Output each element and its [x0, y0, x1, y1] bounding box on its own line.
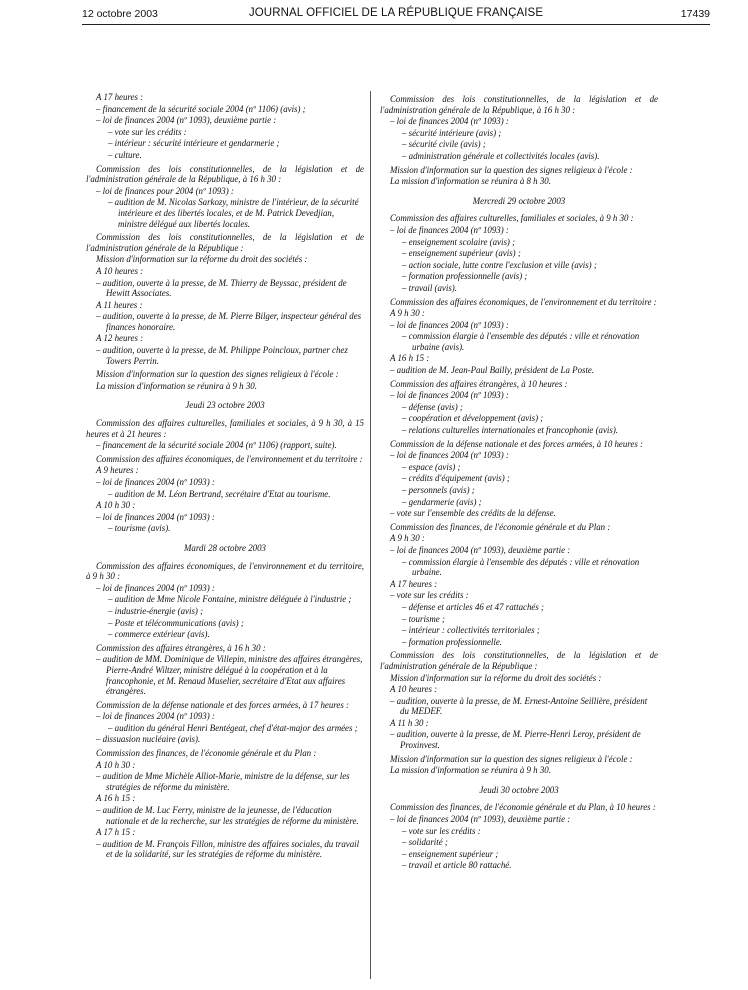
agenda-item: – audition, ouverte à la presse, de M. Pierre Bilger, inspecteur général des finances honoraire.: [96, 311, 362, 332]
schedule-line: Mission d'information sur la réforme du droit des sociétés :: [96, 254, 308, 265]
agenda-subitem: – audition de M. Léon Bertrand, secrétaire d'Etat au tourisme.: [108, 488, 331, 499]
section-heading: Commission des finances, de l'économie générale et du Plan :: [96, 748, 317, 759]
section-heading: Mission d'information sur la question des signes religieux à l'école :: [390, 164, 633, 175]
agenda-subitem: – formation professionnelle (avis) ;: [402, 271, 528, 282]
agenda-subitem: – tourisme ;: [402, 613, 445, 624]
section-heading: Commission des affaires culturelles, familiales et sociales, à 9 h 30, à 15 heures et à 21 heures :: [86, 418, 364, 439]
agenda-item: – audition de M. Luc Ferry, ministre de la jeunesse, de l'éducation nationale et de la recherche, sur les stratégies de réforme du ministère.: [96, 805, 359, 826]
schedule-line: A 17 heures :: [390, 578, 438, 589]
schedule-line: A 10 heures :: [96, 265, 144, 276]
agenda-subitem: – commission élargie à l'ensemble des députés : ville et rénovation urbaine (avis).: [402, 331, 640, 352]
agenda-subitem: – enseignement scolaire (avis) ;: [402, 236, 516, 247]
section-heading: Commission des affaires étrangères, à 16 h 30 :: [96, 642, 266, 653]
agenda-subitem: – relations culturelles internationales et francophonie (avis).: [402, 425, 619, 436]
agenda-item: – vote sur les crédits :: [390, 590, 469, 601]
schedule-line: La mission d'information se réunira à 9 h 30.: [390, 765, 551, 776]
agenda-subitem: – solidarité ;: [402, 837, 448, 848]
section-heading: Commission des lois constitutionnelles, de la législation et de l'administration générale de la République :: [380, 650, 658, 671]
agenda-subitem: – défense et articles 46 et 47 rattachés ;: [402, 601, 544, 612]
agenda-item: – loi de finances pour 2004 (nº 1093) :: [96, 185, 234, 196]
section-heading: Commission des affaires économiques, de l'environnement et du territoire :: [390, 296, 657, 307]
schedule-line: A 16 h 15 :: [96, 793, 136, 804]
schedule-line: A 9 h 30 :: [390, 533, 425, 544]
agenda-subitem: – intérieur : sécurité intérieure et gendarmerie ;: [108, 138, 280, 149]
agenda-subitem: – espace (avis) ;: [402, 461, 461, 472]
agenda-item: – loi de finances 2004 (nº 1093) :: [390, 319, 509, 330]
agenda-subitem: – audition de M. Nicolas Sarkozy, ministre de l'intérieur, de la sécurité intérieure et des libertés locales, et de M. Patrick Devedjian, ministre délégué aux libertés locales.: [108, 197, 359, 229]
section-heading: Commission des affaires culturelles, familiales et sociales, à 9 h 30 :: [390, 213, 634, 224]
agenda-item: – audition, ouverte à la presse, de M. Pierre-Henri Leroy, président de Proxinvest.: [390, 729, 641, 751]
agenda-item: – financement de la sécurité sociale 2004 (nº 1106) (rapport, suite).: [96, 440, 337, 451]
agenda-subitem: – tourisme (avis).: [108, 523, 171, 534]
schedule-line: A 9 h 30 :: [390, 308, 425, 319]
agenda-item: – audition, ouverte à la presse, de M. Philippe Poincloux, partner chez Towers Perrin.: [96, 345, 348, 366]
section-heading: Commission de la défense nationale et des forces armées, à 10 heures :: [390, 438, 643, 449]
agenda-subitem: – crédits d'équipement (avis) ;: [402, 473, 510, 484]
agenda-item: – loi de finances 2004 (nº 1093) :: [96, 582, 215, 593]
agenda-subitem: – intérieur : collectivités territoriales ;: [402, 625, 540, 636]
agenda-item: – loi de finances 2004 (nº 1093) :: [96, 711, 215, 722]
section-heading: Mission d'information sur la question des signes religieux à l'école :: [96, 369, 339, 380]
section-heading: Commission des lois constitutionnelles, de la législation et de l'administration générale de la République, à 16 h 30 :: [86, 163, 364, 185]
schedule-line: La mission d'information se réunira à 8 h 30.: [390, 176, 551, 187]
agenda-subitem: – industrie-énergie (avis) ;: [108, 605, 204, 616]
agenda-item: – dissuasion nucléaire (avis).: [96, 734, 201, 745]
section-heading: Commission des affaires étrangères, à 10 heures :: [390, 378, 568, 389]
section-heading: Commission des affaires économiques, de l'environnement et du territoire, à 9 h 30 :: [86, 560, 364, 582]
agenda-item: – loi de finances 2004 (nº 1093) :: [390, 116, 509, 127]
date-heading: Jeudi 30 octobre 2003: [479, 784, 559, 795]
agenda-item: – loi de finances 2004 (nº 1093) :: [96, 511, 215, 522]
left-column: [86, 91, 364, 860]
agenda-subitem: – travail (avis).: [402, 282, 457, 293]
agenda-subitem: – sécurité civile (avis) ;: [402, 139, 486, 150]
schedule-line: A 9 heures :: [96, 465, 139, 476]
schedule-line: A 17 h 15 :: [96, 827, 136, 838]
section-heading: Commission des lois constitutionnelles, de la législation et de l'administration générale de la République :: [86, 232, 364, 253]
agenda-subitem: – audition du général Henri Bentégeat, chef d'état-major des armées ;: [108, 722, 358, 733]
schedule-line: A 10 h 30 :: [96, 759, 136, 770]
section-heading: Commission des lois constitutionnelles, de la législation et de l'administration générale de la République, à 16 h 30 :: [380, 94, 658, 115]
agenda-subitem: – Poste et télécommunications (avis) ;: [108, 617, 244, 628]
agenda-item: – loi de finances 2004 (nº 1093), deuxième partie :: [96, 115, 277, 126]
header-rule: [82, 24, 710, 25]
agenda-item: – vote sur l'ensemble des crédits de la défense.: [390, 508, 556, 519]
section-heading: Commission des affaires économiques, de l'environnement et du territoire :: [96, 453, 363, 464]
agenda-item: – audition, ouverte à la presse, de M. Thierry de Beyssac, président de Hewitt Associates.: [96, 277, 347, 299]
section-heading: Mission d'information sur la question des signes religieux à l'école :: [390, 753, 633, 764]
header-date: 12 octobre 2003: [82, 8, 158, 20]
schedule-line: A 11 h 30 :: [390, 717, 429, 728]
agenda-subitem: – coopération et développement (avis) ;: [402, 413, 544, 424]
agenda-subitem: – personnels (avis) ;: [402, 485, 475, 495]
date-heading: Jeudi 23 octobre 2003: [185, 400, 265, 411]
agenda-subitem: – culture.: [108, 149, 142, 160]
agenda-item: – audition de Mme Michèle Alliot-Marie, ministre de la défense, sur les stratégies de réforme du ministère.: [96, 771, 350, 792]
agenda-item: – loi de finances 2004 (nº 1093), deuxième partie :: [390, 814, 571, 825]
agenda-subitem: – commerce extérieur (avis).: [108, 629, 210, 640]
schedule-line: A 17 heures :: [96, 92, 144, 102]
agenda-subitem: – commission élargie à l'ensemble des députés : ville et rénovation urbaine.: [402, 556, 640, 578]
schedule-line: Mission d'information sur la réforme du droit des sociétés :: [390, 672, 602, 683]
agenda-item: – financement de la sécurité sociale 2004 (nº 1106) (avis) ;: [96, 103, 306, 114]
schedule-line: La mission d'information se réunira à 9 h 30.: [96, 380, 257, 391]
agenda-subitem: – sécurité intérieure (avis) ;: [402, 127, 502, 138]
agenda-subitem: – défense (avis) ;: [402, 401, 463, 412]
page-number: 17439: [680, 8, 710, 20]
date-heading: Mardi 28 octobre 2003: [184, 542, 266, 553]
schedule-line: A 12 heures :: [96, 333, 144, 344]
agenda-subitem: – gendarmerie (avis) ;: [402, 496, 482, 507]
schedule-line: A 16 h 15 :: [390, 353, 430, 364]
section-heading: Commission de la défense nationale et des forces armées, à 17 heures :: [96, 699, 349, 710]
column-divider: [370, 91, 371, 979]
agenda-item: – audition, ouverte à la presse, de M. Ernest-Antoine Seillière, président du MEDEF.: [390, 695, 648, 717]
right-column: [380, 91, 658, 871]
agenda-item: – loi de finances 2004 (nº 1093) :: [390, 450, 509, 461]
agenda-item: – loi de finances 2004 (nº 1093) :: [96, 477, 215, 487]
schedule-line: A 10 heures :: [390, 684, 438, 695]
agenda-subitem: – travail et article 80 rattaché.: [402, 860, 512, 871]
agenda-item: – loi de finances 2004 (nº 1093) :: [390, 224, 509, 235]
agenda-subitem: – vote sur les crédits :: [108, 126, 187, 137]
schedule-line: A 10 h 30 :: [96, 500, 136, 511]
agenda-item: – audition de M. François Fillon, ministre des affaires sociales, du travail et de la solidarité, sur les stratégies de réforme du ministère.: [96, 838, 360, 860]
agenda-item: – loi de finances 2004 (nº 1093), deuxième partie :: [390, 544, 571, 555]
section-heading: Commission des finances, de l'économie générale et du Plan :: [390, 521, 611, 532]
section-heading: Commission des finances, de l'économie générale et du Plan, à 10 heures :: [390, 802, 656, 813]
agenda-item: – audition de M. Jean-Paul Bailly, président de La Poste.: [390, 365, 595, 376]
agenda-subitem: – formation professionnelle.: [402, 636, 503, 647]
agenda-item: – loi de finances 2004 (nº 1093) :: [390, 390, 509, 401]
page-header: [82, 8, 710, 24]
agenda-subitem: – enseignement supérieur ;: [402, 848, 499, 859]
agenda-subitem: – audition de Mme Nicole Fontaine, ministre déléguée à l'industrie ;: [108, 594, 352, 605]
journal-title: JOURNAL OFFICIEL DE LA RÉPUBLIQUE FRANÇAISE: [248, 7, 544, 19]
schedule-line: A 11 heures :: [96, 299, 143, 310]
date-heading: Mercredi 29 octobre 2003: [472, 195, 566, 206]
agenda-item: – audition de MM. Dominique de Villepin, ministre des affaires étrangères, Pierre-André Wiltzer, ministre délégué à la coopération et à la francophonie, et M. Renaud Muselier, secrétaire d'Etat aux affaires étrangères.: [96, 654, 363, 697]
agenda-subitem: – action sociale, lutte contre l'exclusion et ville (avis) ;: [402, 259, 597, 270]
agenda-subitem: – vote sur les crédits :: [402, 825, 481, 836]
agenda-subitem: – administration générale et collectivités locales (avis).: [402, 150, 600, 161]
agenda-subitem: – enseignement supérieur (avis) ;: [402, 248, 521, 259]
